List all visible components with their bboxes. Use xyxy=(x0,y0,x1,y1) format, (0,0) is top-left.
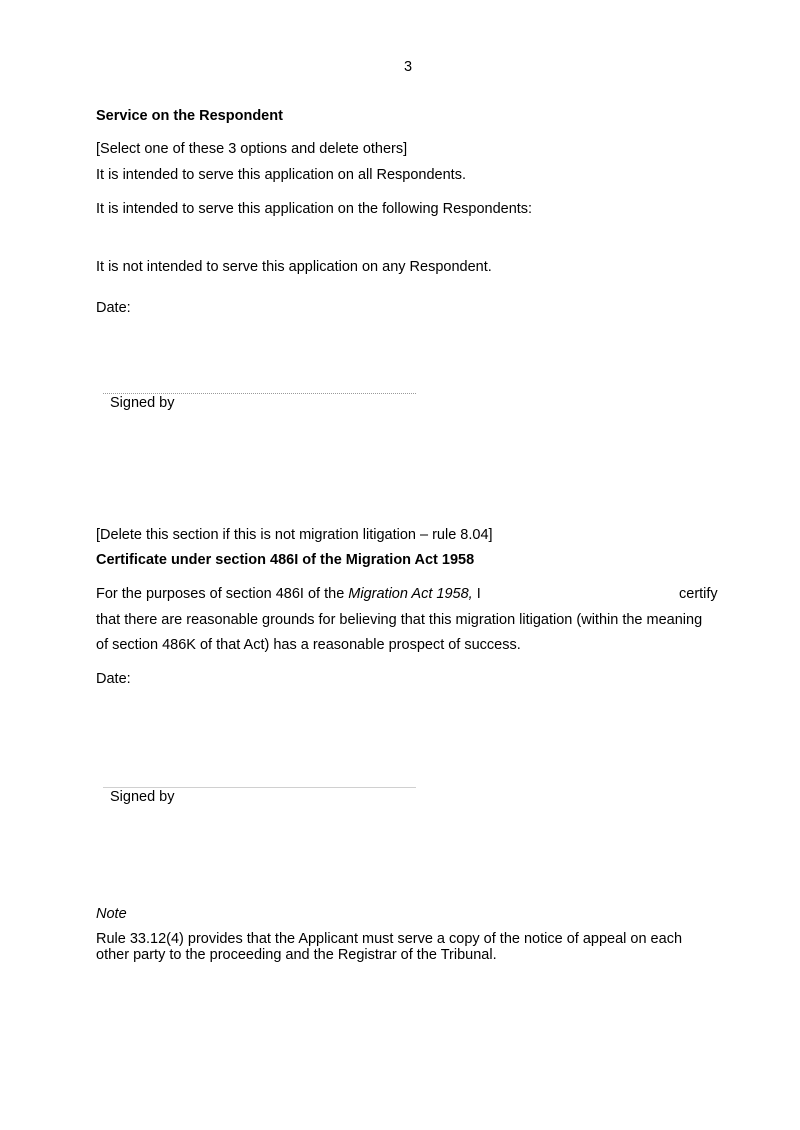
certificate-line-1 xyxy=(96,586,481,602)
certificate-heading: Certificate under section 486I of the Migration Act 1958 xyxy=(96,552,475,568)
service-signature-line xyxy=(103,393,416,394)
service-heading: Service on the Respondent xyxy=(96,108,283,124)
note-line-1: Rule 33.12(4) provides that the Applicant must serve a copy of the notice of appeal on each xyxy=(96,931,683,947)
service-option-all: It is intended to serve this application on all Respondents. xyxy=(96,167,466,183)
service-option-following: It is intended to serve this application on the following Respondents: xyxy=(96,201,533,217)
note-heading: Note xyxy=(96,906,127,922)
certificate-date-label: Date: xyxy=(96,671,131,687)
certificate-signature-line xyxy=(103,787,416,788)
certificate-instruction: [Delete this section if this is not migration litigation – rule 8.04] xyxy=(96,527,493,543)
certificate-line-1-suffix: I xyxy=(472,586,481,602)
page-number: 3 xyxy=(404,59,413,75)
certificate-line-3: of section 486K of that Act) has a reasonable prospect of success. xyxy=(96,637,521,653)
certificate-line-2: that there are reasonable grounds for believing that this migration litigation (within the meaning xyxy=(96,612,703,628)
certificate-line-1-end: certify xyxy=(679,586,718,602)
certificate-signed-by-label: Signed by xyxy=(110,789,175,805)
note-line-2: other party to the proceeding and the Registrar of the Tribunal. xyxy=(96,947,497,963)
service-date-label: Date: xyxy=(96,300,131,316)
certificate-act-name: Migration Act 1958, xyxy=(348,586,473,602)
certificate-line-1-prefix: For the purposes of section 486I of the xyxy=(96,586,349,602)
service-option-none: It is not intended to serve this application on any Respondent. xyxy=(96,259,492,275)
service-instruction: [Select one of these 3 options and delete others] xyxy=(96,141,408,157)
service-signed-by-label: Signed by xyxy=(110,395,175,411)
